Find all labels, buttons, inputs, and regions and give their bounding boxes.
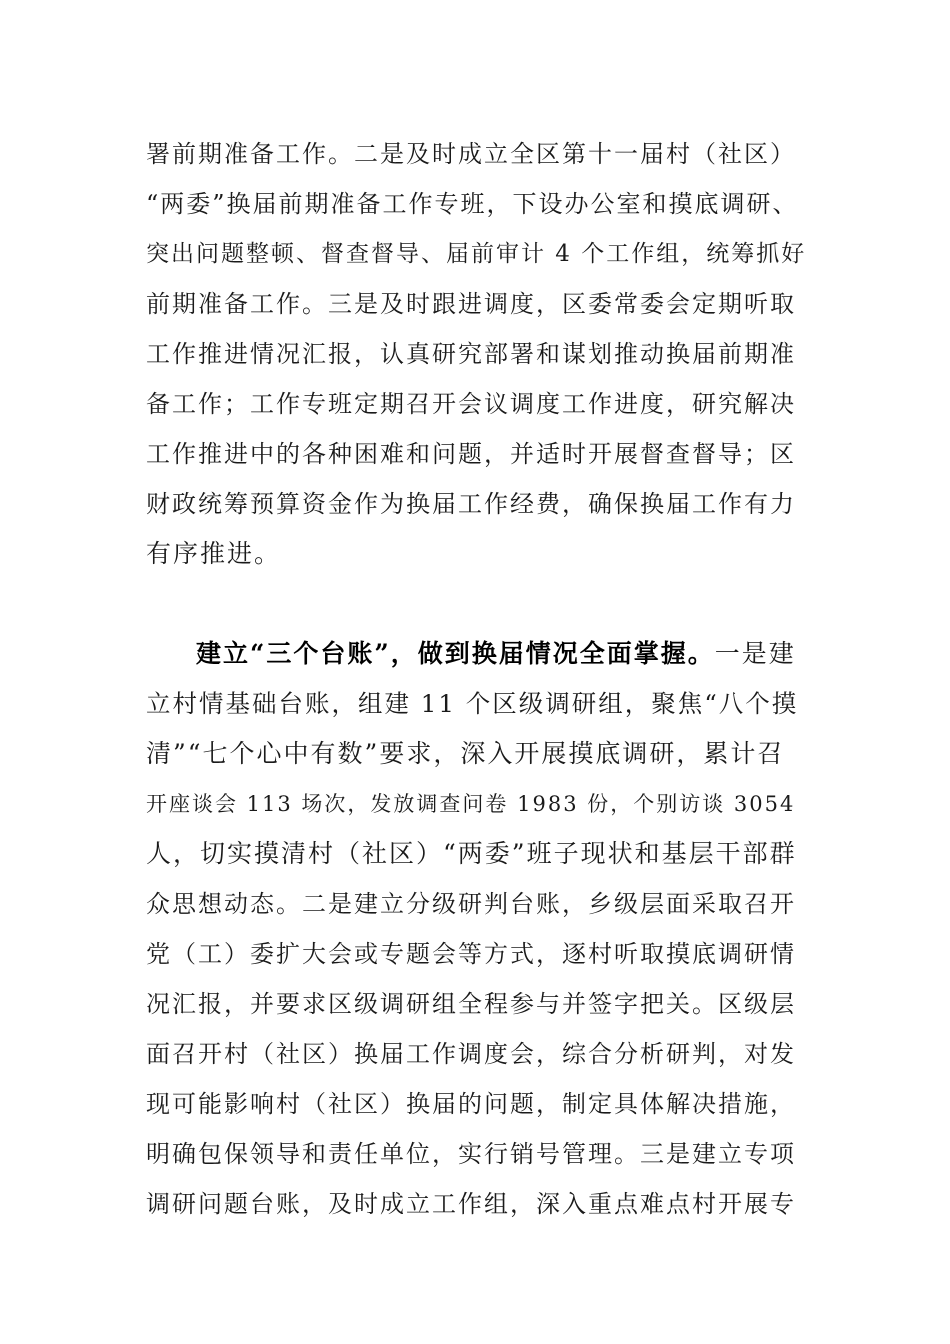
paragraph-2-line: 况汇报，并要求区级调研组全程参与并签字把关。区级层	[146, 990, 796, 1018]
paragraph-2-line: 人，切实摸清村（社区）“两委”班子现状和基层干部群	[146, 839, 797, 868]
paragraph-1-line: 有序推进。	[146, 539, 282, 568]
paragraph-2-line: 调研问题台账，及时成立工作组，深入重点难点村开展专	[146, 1190, 796, 1218]
paragraph-1-line: “两委”换届前期准备工作专班，下设办公室和摸底调研、	[146, 190, 799, 218]
paragraph-1-line: 工作推进中的各种困难和问题，并适时开展督查督导；区	[146, 440, 796, 468]
paragraph-1-line: 财政统筹预算资金作为换届工作经费，确保换届工作有力	[146, 490, 796, 518]
paragraph-1-line: 署前期准备工作。二是及时成立全区第十一届村（社区）	[146, 140, 796, 168]
paragraph-2-line: 党（工）委扩大会或专题会等方式，逐村听取摸底调研情	[146, 940, 796, 968]
paragraph-2-line: 开座谈会 113 场次，发放调查问卷 1983 份，个别访谈 3054	[146, 792, 796, 816]
paragraph-1-line: 工作推进情况汇报，认真研究部署和谋划推动换届前期准	[146, 340, 796, 368]
paragraph-1-line: 突出问题整顿、督查督导、届前审计 4 个工作组，统筹抓好	[146, 241, 807, 267]
paragraph-1-line: 前期准备工作。三是及时跟进调度，区委常委会定期听取	[146, 290, 796, 318]
paragraph-2-line: 立村情基础台账，组建 11 个区级调研组，聚焦“八个摸	[146, 689, 799, 718]
paragraph-2-line: 现可能影响村（社区）换届的问题，制定具体解决措施，	[146, 1090, 796, 1118]
paragraph-2-line: 清”“七个心中有数”要求，深入开展摸底调研，累计召	[146, 739, 785, 768]
paragraph-2-line: 面召开村（社区）换届工作调度会，综合分析研判，对发	[146, 1040, 796, 1068]
paragraph-2-line: 众思想动态。二是建立分级研判台账，乡级层面采取召开	[146, 890, 796, 918]
paragraph-2-lead-text: 一是建	[714, 639, 796, 668]
paragraph-2-line: 明确包保领导和责任单位，实行销号管理。三是建立专项	[146, 1140, 796, 1168]
paragraph-2-first-line	[196, 636, 796, 672]
paragraph-2-heading: 建立“三个台账”，做到换届情况全面掌握。	[196, 639, 715, 668]
paragraph-1-line: 备工作；工作专班定期召开会议调度工作进度，研究解决	[146, 390, 796, 418]
